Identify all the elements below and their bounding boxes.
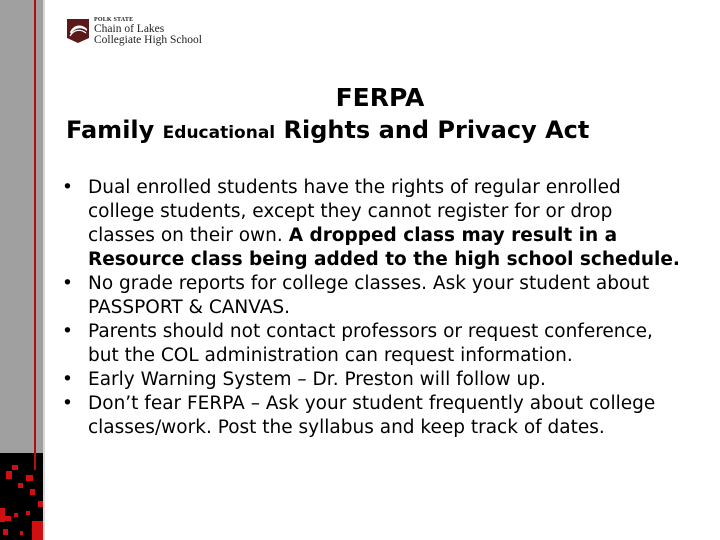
bullet-icon: •: [62, 177, 73, 198]
bullet-icon: •: [62, 393, 73, 414]
logo-line-3: Collegiate High School: [94, 34, 202, 46]
subtitle-word-family: Family: [66, 116, 155, 144]
bullet-item: • Don’t fear FERPA – Ask your student frequently about college classes/work. Post the syllabus and keep track of dates.: [62, 393, 656, 438]
logo-line-1: POLK STATE: [94, 17, 134, 23]
bullet-icon: •: [62, 273, 73, 294]
bullet-icon: •: [62, 321, 73, 342]
bullet-list: [60, 176, 680, 440]
logo-line-2: Chain of Lakes: [94, 23, 165, 35]
bullet-item: • Parents should not contact professors or request conference, but the COL administration can request information.: [62, 321, 653, 366]
school-logo: [66, 16, 202, 46]
pixel-decor-block: [0, 453, 43, 540]
bullet-item: • No grade reports for college classes. Ask your student about PASSPORT & CANVAS.: [62, 273, 650, 318]
logo-emblem-icon: [66, 18, 90, 44]
strip-edge: [43, 0, 45, 540]
red-accent-line: [34, 0, 36, 470]
subtitle-word-educational: Educational: [162, 123, 276, 143]
bullet-item: • Early Warning System – Dr. Preston will follow up.: [62, 369, 546, 390]
slide-subtitle: [66, 116, 589, 144]
slide-title: FERPA: [335, 83, 425, 112]
bullet-icon: •: [62, 369, 73, 390]
bullet-item: • Dual enrolled students have the rights of regular enrolled college students, except they cannot register for or drop classes on their own. A dropped class may result in a Resource class being added to the high school schedule.: [62, 177, 680, 270]
subtitle-rest: Rights and Privacy Act: [283, 116, 590, 144]
